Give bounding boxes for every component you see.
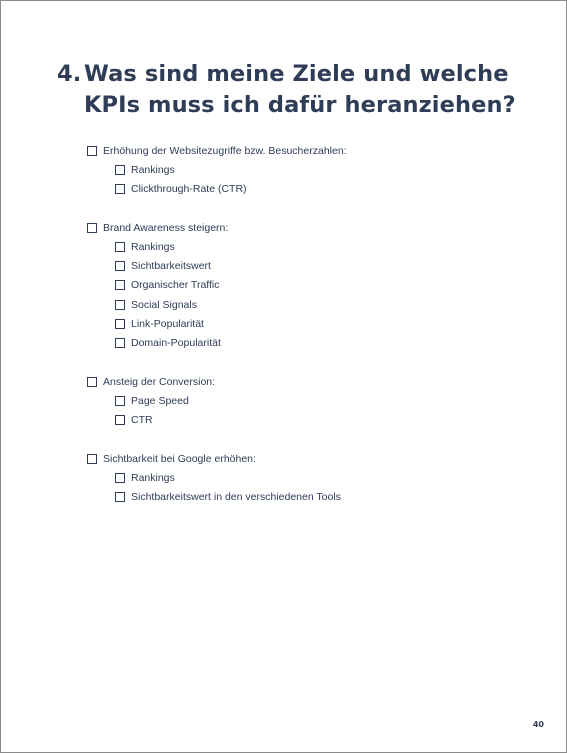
- checkbox-icon[interactable]: [115, 280, 125, 290]
- checklist-item-kpi[interactable]: [87, 391, 527, 410]
- checkbox-icon[interactable]: [115, 300, 125, 310]
- checkbox-icon[interactable]: [115, 242, 125, 252]
- kpi-label: Social Signals: [131, 298, 197, 311]
- checkbox-icon[interactable]: [115, 415, 125, 425]
- checklist-item-kpi[interactable]: [87, 160, 527, 179]
- checkbox-icon[interactable]: [115, 473, 125, 483]
- checkbox-icon[interactable]: [115, 165, 125, 175]
- kpi-label: Sichtbarkeitswert: [131, 260, 211, 273]
- checkbox-icon[interactable]: [115, 396, 125, 406]
- kpi-label: Rankings: [131, 471, 175, 484]
- checklist-item-kpi[interactable]: [87, 468, 527, 487]
- checklist-item-kpi[interactable]: [87, 256, 527, 275]
- checklist-item-kpi[interactable]: [87, 237, 527, 256]
- checkbox-icon[interactable]: [115, 261, 125, 271]
- checklist-group: [87, 372, 527, 430]
- checklist-item-kpi[interactable]: [87, 295, 527, 314]
- heading-line-2: KPIs muss ich dafür heranziehen?: [84, 92, 516, 118]
- kpi-label: Rankings: [131, 240, 175, 253]
- checklist-item-goal[interactable]: [87, 141, 527, 160]
- checklist-item-kpi[interactable]: [87, 180, 527, 199]
- checkbox-icon[interactable]: [115, 184, 125, 194]
- checklist-item-kpi[interactable]: [87, 276, 527, 295]
- checkbox-icon[interactable]: [115, 338, 125, 348]
- checkbox-icon[interactable]: [115, 319, 125, 329]
- goal-label: Erhöhung der Websitezugriffe bzw. Besucherzahlen:: [103, 144, 347, 157]
- kpi-label: CTR: [131, 414, 153, 427]
- kpi-label: Organischer Traffic: [131, 279, 220, 292]
- checkbox-icon[interactable]: [87, 146, 97, 156]
- kpi-label: Domain-Popularität: [131, 337, 221, 350]
- checklist-item-goal[interactable]: [87, 372, 527, 391]
- page-number: 40: [532, 720, 544, 729]
- section-number: 4.: [57, 61, 82, 87]
- checklist-group: [87, 141, 527, 199]
- heading-line-1: Was sind meine Ziele und welche: [84, 61, 509, 87]
- kpi-label: Link-Popularität: [131, 318, 204, 331]
- checkbox-icon[interactable]: [115, 492, 125, 502]
- checklist-group: [87, 449, 527, 507]
- checklist-group: [87, 218, 527, 353]
- checklist-item-kpi[interactable]: [87, 487, 527, 506]
- checklist-item-kpi[interactable]: [87, 334, 527, 353]
- checklist-item-kpi[interactable]: [87, 314, 527, 333]
- checklist-item-goal[interactable]: [87, 449, 527, 468]
- kpi-label: Clickthrough-Rate (CTR): [131, 183, 247, 196]
- goal-label: Sichtbarkeit bei Google erhöhen:: [103, 452, 256, 465]
- kpi-label: Page Speed: [131, 394, 189, 407]
- kpi-label: Sichtbarkeitswert in den verschiedenen Tools: [131, 491, 341, 504]
- checklist-item-goal[interactable]: [87, 218, 527, 237]
- section-heading: [57, 59, 537, 121]
- kpi-label: Rankings: [131, 163, 175, 176]
- goal-label: Brand Awareness steigern:: [103, 221, 229, 234]
- kpi-checklist: [87, 141, 527, 526]
- checklist-item-kpi[interactable]: [87, 411, 527, 430]
- goal-label: Ansteig der Conversion:: [103, 375, 216, 388]
- checkbox-icon[interactable]: [87, 454, 97, 464]
- checkbox-icon[interactable]: [87, 377, 97, 387]
- checkbox-icon[interactable]: [87, 223, 97, 233]
